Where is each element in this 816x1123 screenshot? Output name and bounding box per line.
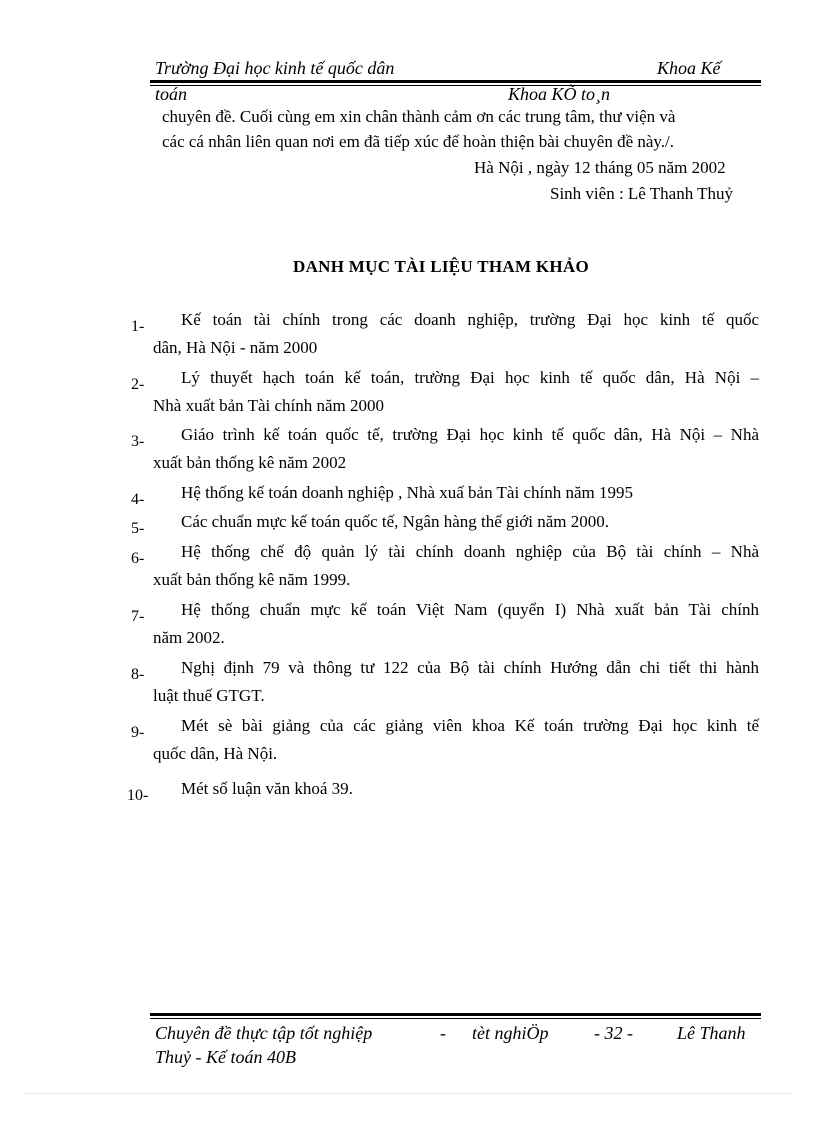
list-item-text: Lý thuyết hạch toán kế toán, trường Đại học kinh tế quốc dân, Hà Nội – [181, 368, 759, 387]
list-item-number: 10- [127, 787, 149, 804]
intro-signature: Sinh viên : Lê Thanh Thuỷ [550, 184, 734, 203]
list-item-number: 5- [131, 520, 145, 537]
header-department: Khoa Kế [657, 58, 721, 78]
list-item-text: Mét sè bài giảng của các giảng viên khoa Kế toán trường Đại học kinh tế [181, 716, 759, 735]
list-item-text: Hệ thống chế độ quản lý tài chính doanh nghiệp của Bộ tài chính – Nhà [181, 542, 759, 561]
list-item-text: Mét số luận văn khoá 39. [181, 779, 353, 798]
footer-author-continued: Thuỷ - Kế toán 40B [155, 1047, 296, 1067]
intro-date: Hà Nội , ngày 12 tháng 05 năm 2002 [474, 158, 726, 177]
header-department-garbled: Khoa KÕ to¸n [508, 84, 611, 104]
footer-rule-thick [150, 1013, 761, 1016]
list-item-text: Nghị định 79 và thông tư 122 của Bộ tài chính Hướng dẫn chi tiết thi hành [181, 658, 759, 677]
list-item-text: Hệ thống kế toán doanh nghiệp , Nhà xuấ bản Tài chính năm 1995 [181, 483, 633, 502]
list-item-continuation: xuất bản thống kê năm 1999. [153, 570, 351, 589]
footer-separator: - [440, 1023, 446, 1043]
intro-line-2: các cá nhân liên quan nơi em đã tiếp xúc để hoàn thiện bài chuyên đề này./. [162, 132, 675, 151]
list-item-continuation: xuất bản thống kê năm 2002 [153, 453, 347, 472]
header-rule-thick [150, 80, 761, 83]
references-title: DANH MỤC TÀI LIỆU THAM KHẢO [293, 257, 590, 276]
list-item-continuation: dân, Hà Nội - năm 2000 [153, 338, 318, 357]
list-item-continuation: Nhà xuất bản Tài chính năm 2000 [153, 396, 385, 415]
list-item-number: 7- [131, 608, 145, 625]
list-item-number: 4- [131, 491, 145, 508]
list-item-number: 6- [131, 550, 145, 567]
header-department-continued: toán [155, 84, 188, 104]
footer-garbled: tèt nghiÖp [472, 1023, 549, 1043]
list-item-continuation: quốc dân, Hà Nội. [153, 744, 278, 763]
header-school: Trường Đại học kinh tế quốc dân [155, 58, 395, 78]
intro-line-1: chuyên đề. Cuối cùng em xin chân thành cảm ơn các trung tâm, thư viện và [162, 107, 676, 126]
footer-rule-thin [150, 1018, 761, 1019]
list-item-number: 9- [131, 724, 145, 741]
list-item-text: Hệ thống chuẩn mực kế toán Việt Nam (quyển I) Nhà xuất bản Tài chính [181, 600, 759, 619]
list-item-text: Giáo trình kế toán quốc tế, trường Đại học kinh tế quốc dân, Hà Nội – Nhà [181, 425, 759, 444]
list-item-text: Kế toán tài chính trong các doanh nghiệp, trường Đại học kinh tế quốc [181, 310, 759, 329]
list-item-text: Các chuẩn mực kế toán quốc tế, Ngân hàng thế giới năm 2000. [181, 512, 609, 531]
header-rule-thin [150, 85, 761, 86]
list-item-number: 8- [131, 666, 145, 683]
page-bottom-dotted-line [25, 1093, 791, 1094]
list-item-continuation: luật thuế GTGT. [153, 686, 265, 705]
footer-author: Lê Thanh [677, 1023, 746, 1043]
footer-page-number: - 32 - [594, 1023, 633, 1043]
list-item-number: 3- [131, 433, 145, 450]
list-item-continuation: năm 2002. [153, 628, 225, 647]
list-item-number: 2- [131, 376, 145, 393]
footer-title: Chuyên đề thực tập tốt nghiệp [155, 1023, 373, 1043]
list-item-number: 1- [131, 318, 145, 335]
